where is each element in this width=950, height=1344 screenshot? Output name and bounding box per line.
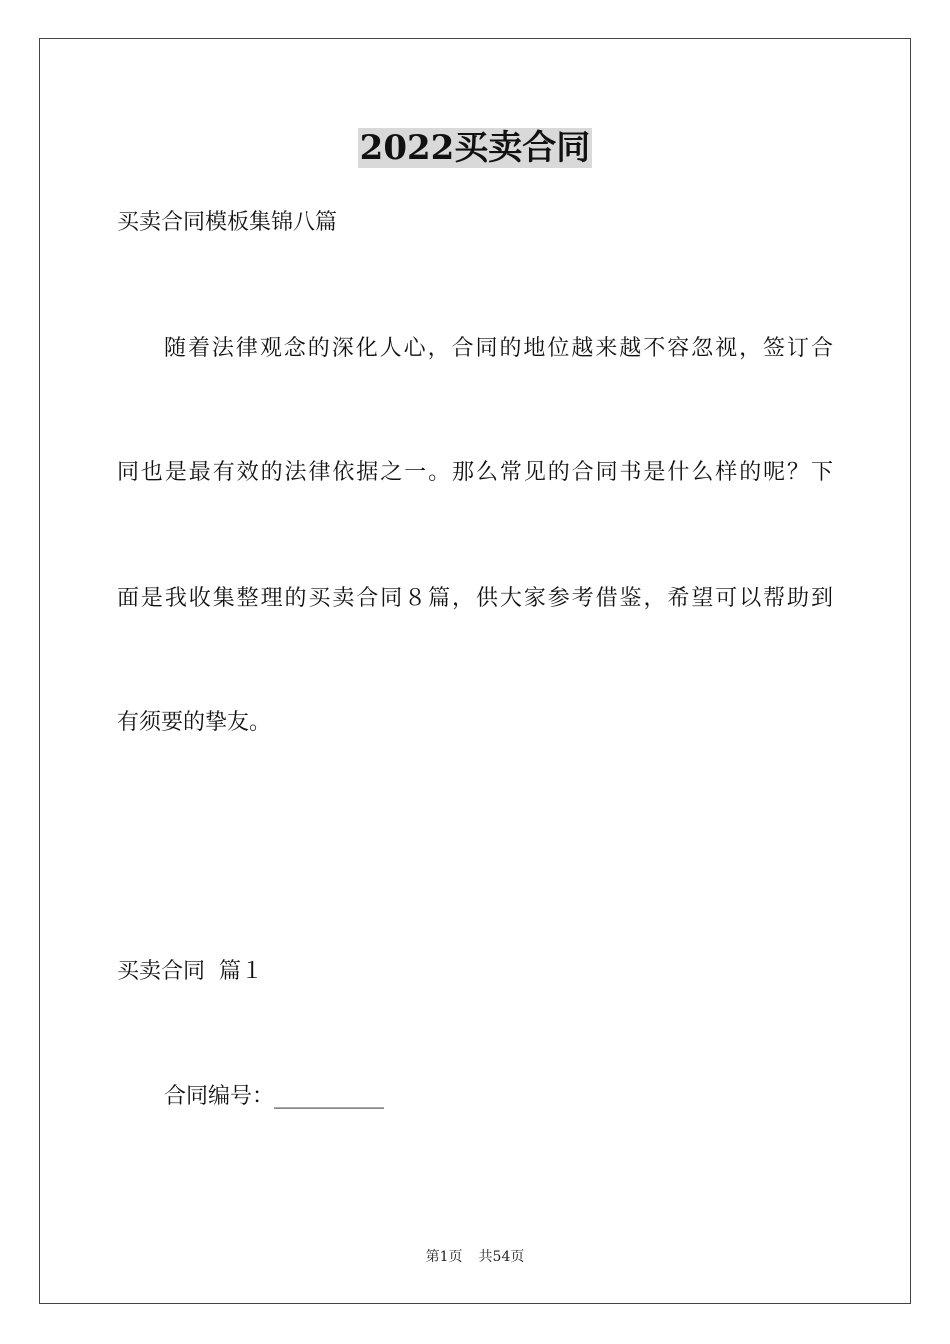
contract-number-field: 合同编号：__________ <box>164 1084 385 1109</box>
intro-line-1: 随着法律观念的深化人心，合同的地位越来越不容忽视，签订合 <box>164 336 833 361</box>
document-subtitle: 买卖合同模板集锦八篇 <box>117 210 338 235</box>
intro-line-3: 面是我收集整理的买卖合同８篇，供大家参考借鉴，希望可以帮助到 <box>117 586 833 611</box>
page-footer <box>0 1247 950 1267</box>
page-indicator: 第1页 <box>425 1249 463 1265</box>
total-pages: 共54页 <box>478 1249 525 1265</box>
intro-line-2: 同也是最有效的法律依据之一。那么常见的合同书是什么样的呢？下 <box>117 460 833 485</box>
section-heading: 买卖合同 篇１ <box>117 959 263 984</box>
intro-line-4: 有须要的挚友。 <box>117 710 272 735</box>
document-title: 2022买卖合同 <box>359 128 591 168</box>
